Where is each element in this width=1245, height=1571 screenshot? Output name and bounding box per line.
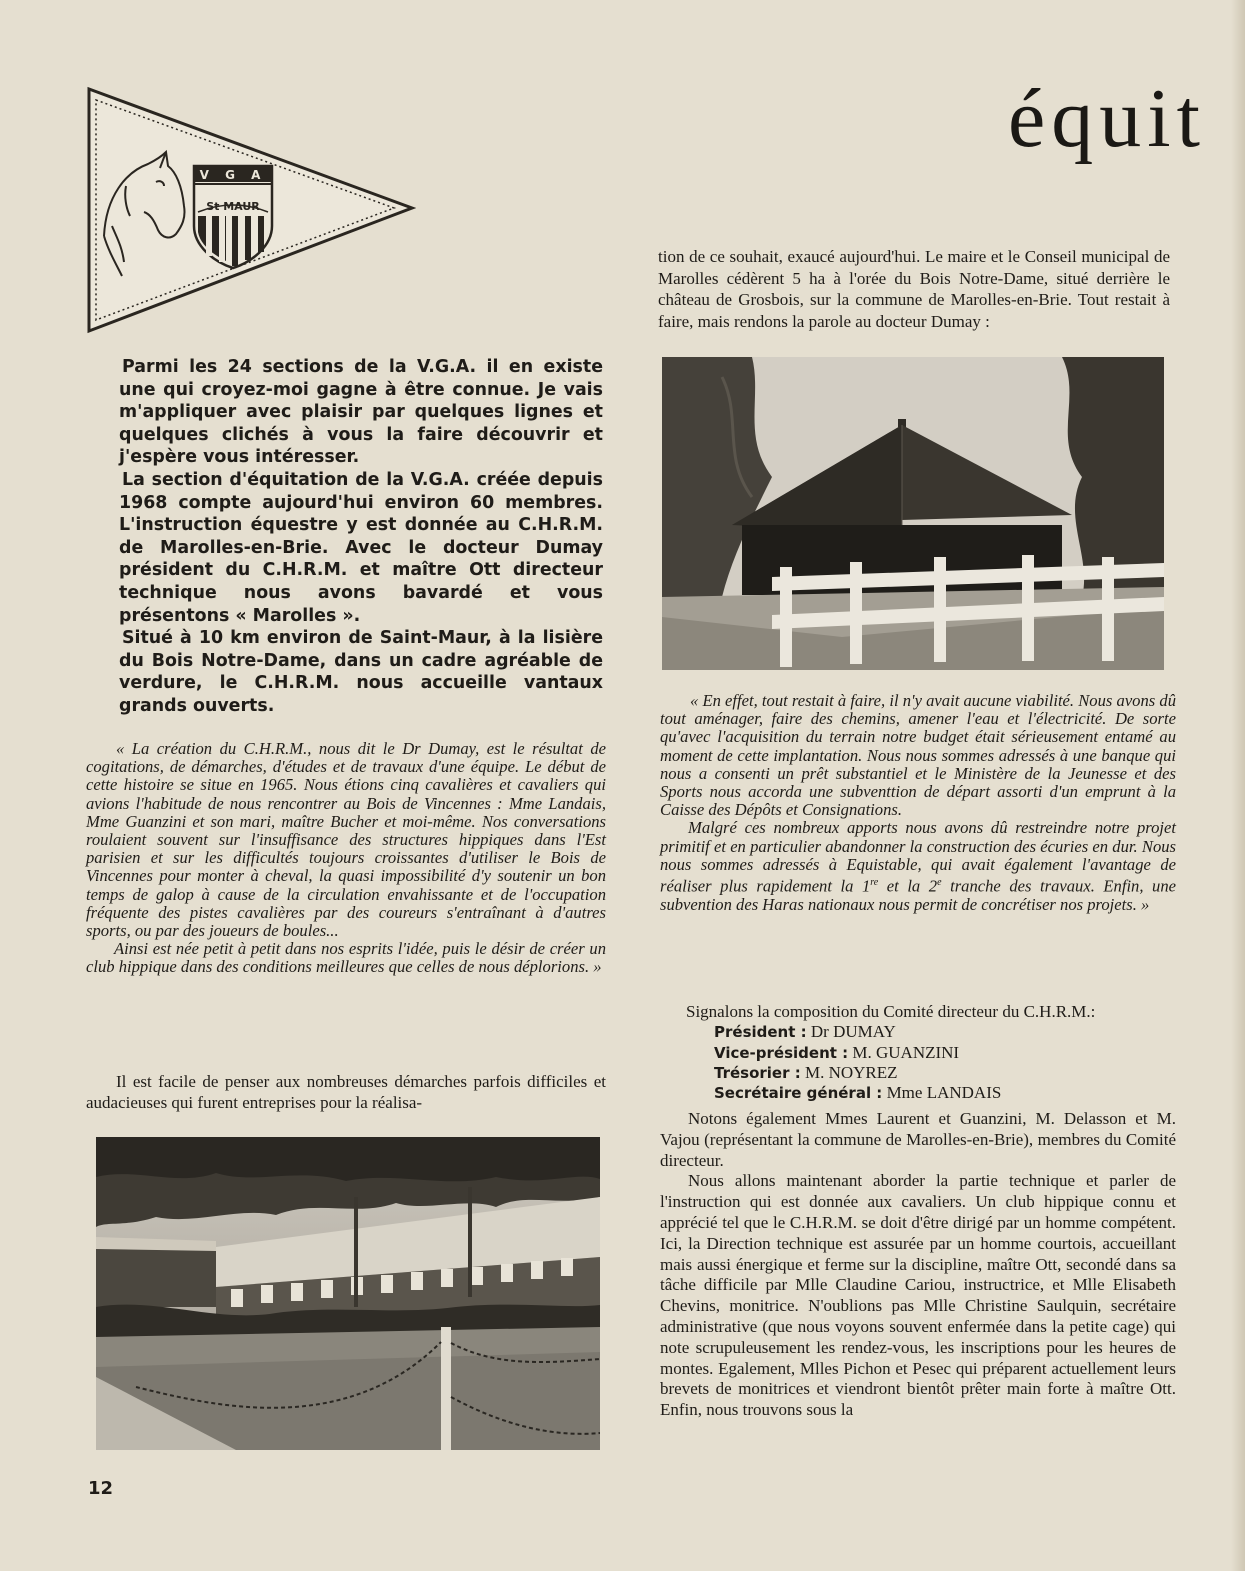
page-number: 12 (88, 1478, 114, 1499)
committee-role: Trésorier : (714, 1063, 801, 1082)
committee-intro: Signalons la composition du Comité directeur du C.H.R.M.: (686, 1002, 1096, 1021)
committee-member (714, 1083, 1180, 1103)
committee-role: Président : (714, 1023, 807, 1042)
quote-text: et la 2 (878, 876, 938, 896)
dumay-quote-left (86, 740, 606, 977)
club-pennant-logo (86, 86, 416, 336)
committee-name: Mme LANDAIS (886, 1083, 1002, 1103)
body-paragraph: tion de ce souhait, exaucé aujourd'hui. Le maire et le Conseil municipal de Marolles cédèrent 5 ha à l'orée du Bois Notre-Dame, situé derrière le château de Grosbois, sur la commune de Marolles-en-Brie. Tout restait à faire, mais rendons la parole au docteur Dumay : (658, 247, 1170, 331)
quote-paragraph: Ainsi est née petit à petit dans nos esprits l'idée, puis le désir de créer un club hippique dans des conditions meilleures que celles de nous déplorions. » (86, 939, 606, 977)
body-text-right-top (658, 229, 1170, 349)
intro-paragraph: La section d'équitation de la V.G.A. créée depuis 1968 compte aujourd'hui environ 60 membres. L'instruction équestre y est donnée au C.H.R.M. de Marolles-en-Brie. Avec le docteur Dumay président du C.H.R.M. et maître Ott directeur technique nous avons bavardé et vous présentons « Marolles ». (119, 469, 603, 626)
committee-name: M. GUANZINI (852, 1042, 960, 1062)
club-initials: V G A (199, 168, 267, 182)
body-paragraph: Notons également Mmes Laurent et Guanzini, M. Delasson et M. Vajou (représentant la commune de Marolles-en-Brie), membres du Comité directeur. (660, 1109, 1176, 1170)
riding-hall-photo (662, 357, 1164, 670)
ordinal-suffix: re (870, 877, 879, 889)
page-title: équit (1008, 72, 1206, 165)
committee-list (660, 1002, 1180, 1103)
ordinal-suffix: e (937, 877, 942, 889)
committee-name: M. NOYREZ (804, 1062, 898, 1082)
intro-text (119, 356, 603, 718)
club-shield (194, 166, 272, 268)
body-paragraph: Nous allons maintenant aborder la partie technique et parler de l'instruction qui est donnée aux cavaliers. Un club hippique connu et apprécié tel que le C.H.R.M. se doit d'être dirigé par un homme compétent. Ici, la Direction technique est assurée par un homme courtois, accueillant mais aussi énergique et ferme sur la discipline, maître Ott, secondé dans sa tâche difficile par Mlle Claudine Cariou, instructrice, et Mlle Elisabeth Chevins, monitrice. N'oublions pas Mlle Christine Saulquin, secrétaire administrative (que nous voyons souvent enfermée dans la petite cage) qui note scrupuleusement les rendez-vous, les inscriptions pour les heures de montes. Egalement, Mlles Pichon et Pesec qui préparent actuellement leurs brevets de monitrices et viendront bientôt prêter main forte à maître Ott. Enfin, nous trouvons sous la (660, 1171, 1176, 1420)
committee-member (714, 1022, 1180, 1042)
body-paragraph: Il est facile de penser aux nombreuses démarches parfois difficiles et audacieuses qui furent entreprises pour la réalisa- (86, 1072, 606, 1113)
intro-paragraph: Parmi les 24 sections de la V.G.A. il en existe une qui croyez-moi gagne à être connue. Je vais m'appliquer avec plaisir par quelques lignes et quelques clichés à vous la faire découvrir et j'espère vous intéresser. (119, 357, 603, 468)
committee-role: Secrétaire général : (714, 1084, 883, 1103)
club-town: St MAUR (206, 200, 260, 213)
quote-paragraph: « La création du C.H.R.M., nous dit le Dr Dumay, est le résultat de cogitations, de démarches, d'études et de travaux d'une équipe. Le début de cette histoire se situe en 1965. Nous étions cinq cavalières et cavaliers qui avions l'habitude de nous rencontrer au Bois de Vincennes : Mme Landais, Mme Guanzini et son mari, maître Bucher et moi-même. Nos conversations roulaient souvent sur l'insuffisance des structures hippiques dans l'Est parisien et sur les difficultés toujours croissantes d'utiliser le Bois de Vincennes pour monter à cheval, la quasi impossibilité d'y soutenir un bon temps de galop à cause de la circulation envahissante et de l'occupation fréquente des pistes cavalières par des coureurs s'entraînant à d'autres sports, ou par des joueurs de boules... (86, 739, 606, 941)
quote-text: Malgré ces nombreux apports nous avons dû restreindre notre projet primitif et en particulier abandonner la construction des écuries en dur. Nous nous sommes adressés à Equistable, qui avait également l'avantage de réaliser plus rapidement la 1 (660, 818, 1176, 896)
page-edge-shadow (1231, 0, 1245, 1571)
committee-member (714, 1043, 1180, 1063)
dumay-quote-right (660, 692, 1176, 914)
committee-member (714, 1063, 1180, 1083)
body-text-left (86, 1071, 606, 1113)
quote-paragraph (660, 819, 1176, 914)
committee-role: Vice-président : (714, 1043, 849, 1062)
stables-photo (96, 1137, 600, 1450)
body-text-right (660, 1109, 1176, 1421)
intro-paragraph: Situé à 10 km environ de Saint-Maur, à la lisière du Bois Notre-Dame, dans un cadre agréable de verdure, le C.H.R.M. nous accueille vantaux grands ouverts. (119, 628, 603, 716)
quote-text: tranche des travaux. Enfin, une subvention des Haras nationaux nous permit de concrétiser nos projets. » (660, 876, 1177, 914)
quote-paragraph: « En effet, tout restait à faire, il n'y avait aucune viabilité. Nous avons dû tout aménager, faire des chemins, amener l'eau et l'électricité. De sorte qu'avec l'acquisition du terrain notre budget était sérieusement entamé au moment de cette implantation. Nous nous sommes adressés à une banque qui nous a consenti un prêt substantiel et le Ministère de la Jeunesse et des Sports nous accorda une subventtion de départ assorti d'un emprunt à la Caisse des Dépôts et Consignations. (660, 691, 1176, 820)
committee-name: Dr DUMAY (810, 1022, 896, 1042)
